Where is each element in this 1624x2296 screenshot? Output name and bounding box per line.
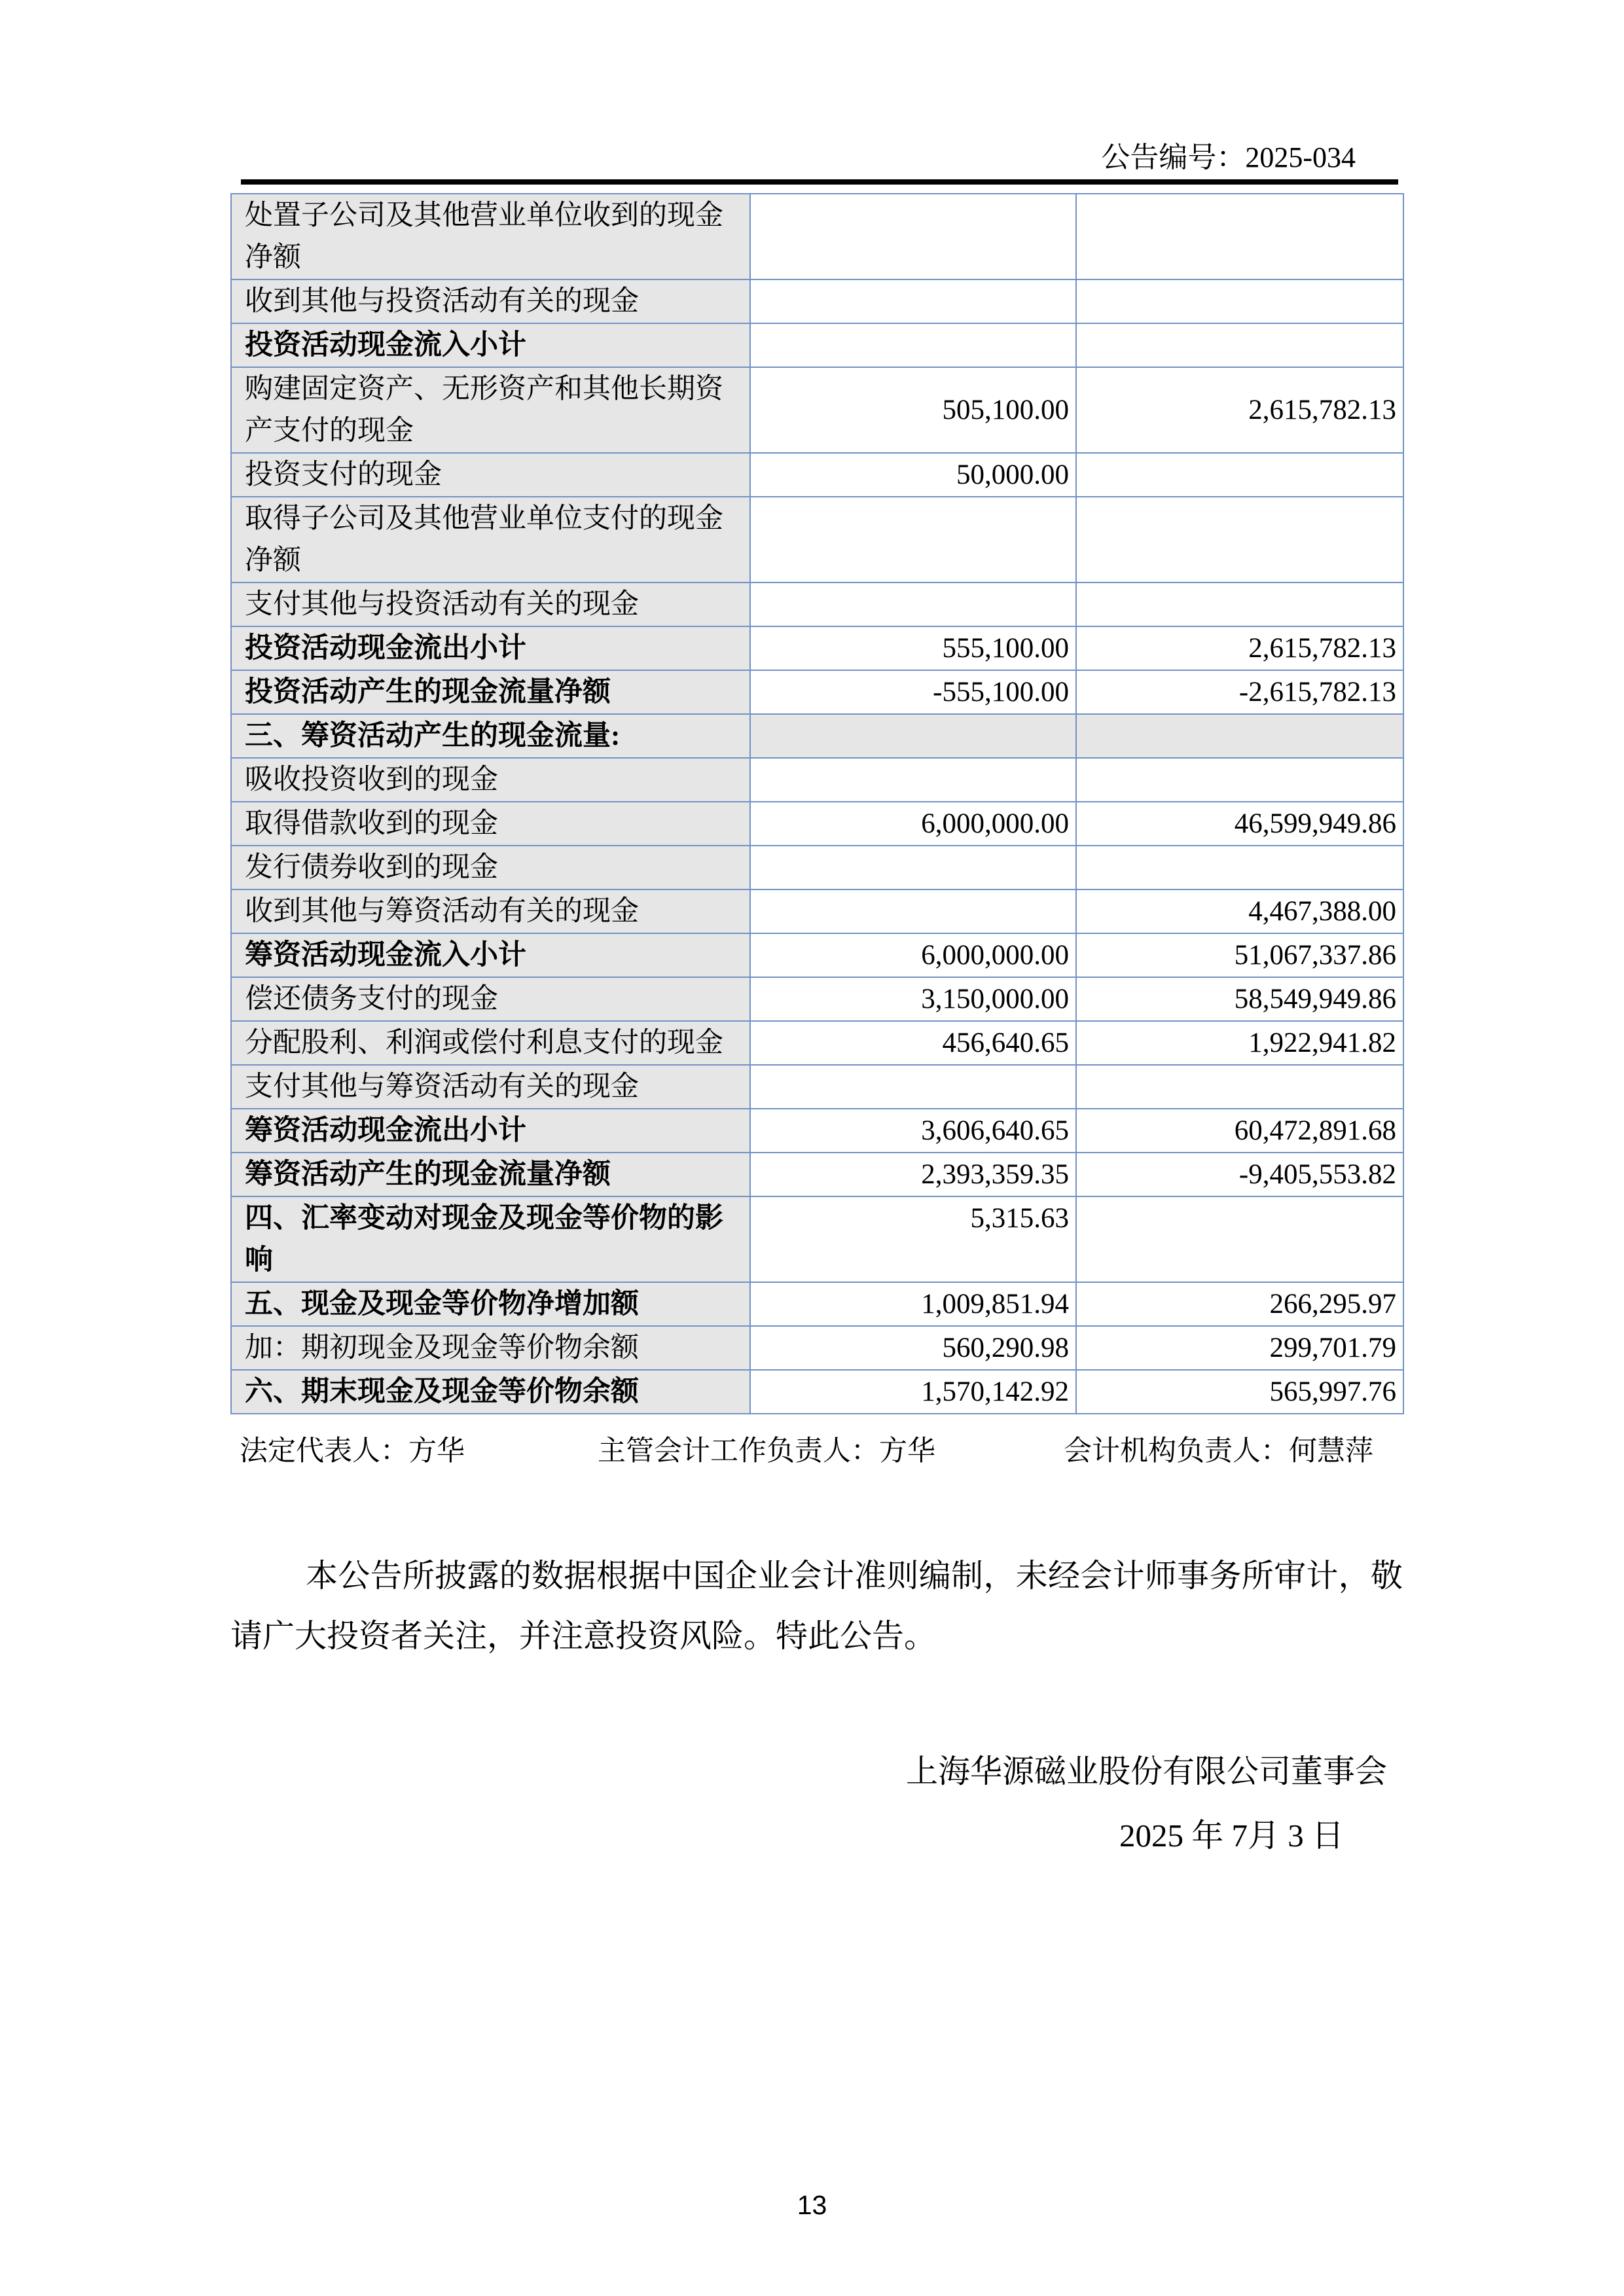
amount-cell-col2: 2,615,782.13 [1076,626,1403,670]
table-row [231,1326,1403,1370]
amount-cell-col2: 46,599,949.86 [1076,802,1403,846]
amount-cell-col1 [750,758,1076,802]
item-label-cell: 收到其他与筹资活动有关的现金 [231,889,750,933]
amount-cell-col2 [1076,323,1403,367]
table-row [231,933,1403,977]
amount-cell-col2 [1076,714,1403,758]
amount-cell-col1: -555,100.00 [750,670,1076,714]
amount-cell-col2: 58,549,949.86 [1076,977,1403,1021]
item-label-cell: 投资活动现金流入小计 [231,323,750,367]
page-number: 13 [797,2190,827,2220]
table-row [231,583,1403,626]
item-label-cell: 分配股利、利润或偿付利息支付的现金 [231,1021,750,1065]
amount-cell-col2: -9,405,553.82 [1076,1153,1403,1196]
table-row [231,1021,1403,1065]
amount-cell-col2 [1076,453,1403,497]
item-label-cell: 六、期末现金及现金等价物余额 [231,1370,750,1414]
amount-cell-col1 [750,497,1076,583]
amount-cell-col1: 3,606,640.65 [750,1109,1076,1153]
item-label-cell: 筹资活动现金流出小计 [231,1109,750,1153]
amount-cell-col2: -2,615,782.13 [1076,670,1403,714]
amount-cell-col1: 6,000,000.00 [750,933,1076,977]
item-label-cell: 投资活动现金流出小计 [231,626,750,670]
table-row [231,977,1403,1021]
table-row [231,846,1403,889]
amount-cell-col1 [750,1065,1076,1109]
amount-cell-col1: 555,100.00 [750,626,1076,670]
amount-cell-col1 [750,846,1076,889]
amount-cell-col1: 6,000,000.00 [750,802,1076,846]
header-divider-rule [241,179,1398,185]
item-label-cell: 吸收投资收到的现金 [231,758,750,802]
amount-cell-col1 [750,323,1076,367]
table-row [231,889,1403,933]
amount-cell-col1: 1,009,851.94 [750,1282,1076,1326]
table-row [231,626,1403,670]
table-row [231,1153,1403,1196]
item-label-cell: 发行债券收到的现金 [231,846,750,889]
amount-cell-col2 [1076,194,1403,279]
table-row [231,367,1403,453]
amount-cell-col2: 266,295.97 [1076,1282,1403,1326]
amount-cell-col1: 560,290.98 [750,1326,1076,1370]
amount-cell-col1 [750,714,1076,758]
item-label-cell: 加：期初现金及现金等价物余额 [231,1326,750,1370]
amount-cell-col1 [750,279,1076,323]
amount-cell-col2: 4,467,388.00 [1076,889,1403,933]
amount-cell-col2 [1076,1196,1403,1282]
chief-accounting-officer: 主管会计工作负责人：方华 [598,1436,935,1467]
item-label-cell: 筹资活动产生的现金流量净额 [231,1153,750,1196]
table-row [231,714,1403,758]
amount-cell-col2: 60,472,891.68 [1076,1109,1403,1153]
amount-cell-col1: 50,000.00 [750,453,1076,497]
table-row [231,670,1403,714]
cash-flow-statement-table [230,193,1404,1414]
amount-cell-col1 [750,194,1076,279]
item-label-cell: 取得借款收到的现金 [231,802,750,846]
amount-cell-col1: 1,570,142.92 [750,1370,1076,1414]
table-row [231,802,1403,846]
table-row [231,453,1403,497]
item-label-cell: 购建固定资产、无形资产和其他长期资产支付的现金 [231,367,750,453]
amount-cell-col2: 1,922,941.82 [1076,1021,1403,1065]
amount-cell-col2 [1076,1065,1403,1109]
signoff-date: 2025 年 7月 3 日 [1119,1818,1344,1854]
table-row [231,1065,1403,1109]
legal-representative: 法定代表人：方华 [240,1436,465,1467]
table-row [231,1196,1403,1282]
accounting-department-head: 会计机构负责人：何慧萍 [1064,1436,1373,1467]
item-label-cell: 三、筹资活动产生的现金流量: [231,714,750,758]
amount-cell-col2: 565,997.76 [1076,1370,1403,1414]
item-label-cell: 处置子公司及其他营业单位收到的现金净额 [231,194,750,279]
item-label-cell: 投资支付的现金 [231,453,750,497]
item-label-cell: 收到其他与投资活动有关的现金 [231,279,750,323]
table-row [231,1370,1403,1414]
amount-cell-col2: 2,615,782.13 [1076,367,1403,453]
amount-cell-col2: 51,067,337.86 [1076,933,1403,977]
amount-cell-col2 [1076,497,1403,583]
amount-cell-col2 [1076,758,1403,802]
amount-cell-col1: 3,150,000.00 [750,977,1076,1021]
amount-cell-col1: 2,393,359.35 [750,1153,1076,1196]
item-label-cell: 五、现金及现金等价物净增加额 [231,1282,750,1326]
table-row [231,279,1403,323]
item-label-cell: 支付其他与筹资活动有关的现金 [231,1065,750,1109]
table-row [231,1109,1403,1153]
table-row [231,1282,1403,1326]
amount-cell-col2 [1076,279,1403,323]
item-label-cell: 投资活动产生的现金流量净额 [231,670,750,714]
table-row [231,194,1403,279]
table-row [231,758,1403,802]
amount-cell-col2: 299,701.79 [1076,1326,1403,1370]
amount-cell-col2 [1076,846,1403,889]
table-row [231,323,1403,367]
cash-flow-table-body [231,194,1403,1414]
item-label-cell: 偿还债务支付的现金 [231,977,750,1021]
amount-cell-col2 [1076,583,1403,626]
table-row [231,497,1403,583]
signatories-line [230,1429,1403,1467]
item-label-cell: 四、汇率变动对现金及现金等价物的影响 [231,1196,750,1282]
announcement-number: 公告编号：2025-034 [1101,141,1356,173]
amount-cell-col1: 456,640.65 [750,1021,1076,1065]
amount-cell-col1 [750,889,1076,933]
item-label-cell: 支付其他与投资活动有关的现金 [231,583,750,626]
disclaimer-paragraph: 本公告所披露的数据根据中国企业会计准则编制，未经会计师事务所审计，敬请广大投资者关注，并注意投资风险。特此公告。 [230,1558,1403,1654]
amount-cell-col1: 5,315.63 [750,1196,1076,1282]
item-label-cell: 筹资活动现金流入小计 [231,933,750,977]
amount-cell-col1 [750,583,1076,626]
amount-cell-col1: 505,100.00 [750,367,1076,453]
signoff-company: 上海华源磁业股份有限公司董事会 [905,1753,1387,1789]
item-label-cell: 取得子公司及其他营业单位支付的现金净额 [231,497,750,583]
